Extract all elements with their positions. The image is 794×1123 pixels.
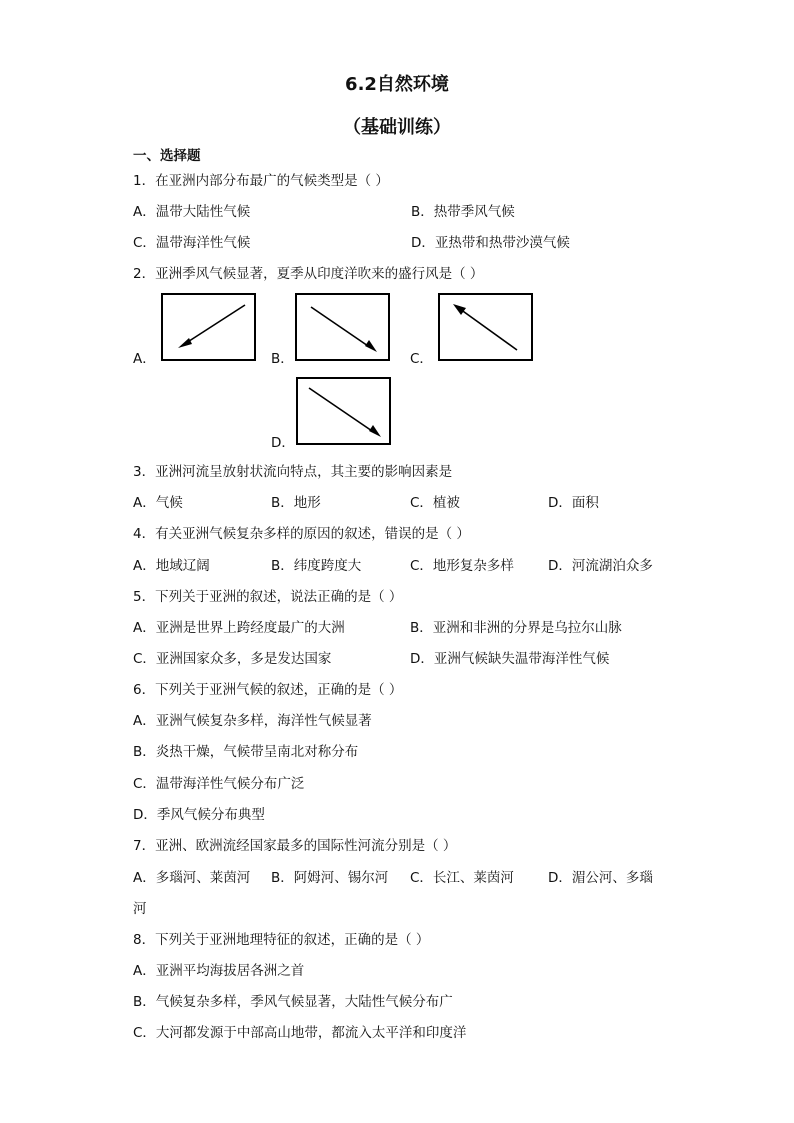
question-3-option-b: B．地形 <box>271 495 321 511</box>
question-4-option-d: D．河流湖泊众多 <box>548 558 653 574</box>
question-3-option-d: D．面积 <box>548 495 599 511</box>
question-2-option-b: B． <box>271 351 294 367</box>
question-2-diagram-b <box>295 293 390 361</box>
arrow-lower-right-icon <box>298 379 389 443</box>
question-1-option-c: C．温带海洋性气候 <box>133 235 251 251</box>
question-2-option-c: C． <box>410 351 433 367</box>
question-2-diagram-c <box>438 293 533 361</box>
question-3-option-a: A．气候 <box>133 495 183 511</box>
question-3-stem: 3．亚洲河流呈放射状流向特点，其主要的影响因素是 <box>133 464 453 480</box>
question-6-option-b: B．炎热干燥，气候带呈南北对称分布 <box>133 744 359 760</box>
question-2-option-d: D． <box>271 435 295 451</box>
question-7-option-a: A．多瑙河、莱茵河 <box>133 870 251 886</box>
question-6-option-a: A．亚洲气候复杂多样，海洋性气候显著 <box>133 713 372 729</box>
question-6-stem: 6．下列关于亚洲气候的叙述，正确的是（ ） <box>133 682 403 698</box>
question-8-stem: 8．下列关于亚洲地理特征的叙述，正确的是（ ） <box>133 932 430 948</box>
arrow-lower-right-icon <box>297 295 388 359</box>
question-1-stem: 1．在亚洲内部分布最广的气候类型是（ ） <box>133 173 389 189</box>
question-4-option-a: A．地域辽阔 <box>133 558 210 574</box>
worksheet-subtitle: （基础训练） <box>343 117 451 138</box>
question-8-option-c: C．大河都发源于中部高山地带，都流入太平洋和印度洋 <box>133 1025 467 1041</box>
question-1-option-d: D．亚热带和热带沙漠气候 <box>411 235 570 251</box>
question-6-option-d: D．季风气候分布典型 <box>133 807 265 823</box>
question-2-option-a: A． <box>133 351 156 367</box>
question-7-option-b: B．阿姆河、锡尔河 <box>271 870 389 886</box>
question-4-option-c: C．地形复杂多样 <box>410 558 514 574</box>
question-7-stem: 7．亚洲、欧洲流经国家最多的国际性河流分别是（ ） <box>133 838 457 854</box>
arrow-lower-left-icon <box>163 295 254 359</box>
question-8-option-b: B．气候复杂多样，季风气候显著，大陆性气候分布广 <box>133 994 453 1010</box>
question-5-option-d: D．亚洲气候缺失温带海洋性气候 <box>410 651 610 667</box>
question-4-option-b: B．纬度跨度大 <box>271 558 362 574</box>
question-2-stem: 2．亚洲季风气候显著，夏季从印度洋吹来的盛行风是（ ） <box>133 266 484 282</box>
worksheet-title: 6.2自然环境 <box>345 74 449 95</box>
question-2-diagram-d <box>296 377 391 445</box>
question-5-option-c: C．亚洲国家众多，多是发达国家 <box>133 651 332 667</box>
question-1-option-a: A．温带大陆性气候 <box>133 204 251 220</box>
question-7-option-c: C．长江、莱茵河 <box>410 870 514 886</box>
question-5-option-a: A．亚洲是世界上跨经度最广的大洲 <box>133 620 345 636</box>
arrow-upper-left-icon <box>440 295 531 359</box>
question-6-option-c: C．温带海洋性气候分布广泛 <box>133 776 305 792</box>
question-1-option-b: B．热带季风气候 <box>411 204 515 220</box>
question-3-option-c: C．植被 <box>410 495 460 511</box>
question-8-option-a: A．亚洲平均海拔居各洲之首 <box>133 963 305 979</box>
question-4-stem: 4．有关亚洲气候复杂多样的原因的叙述，错误的是（ ） <box>133 526 470 542</box>
question-5-option-b: B．亚洲和非洲的分界是乌拉尔山脉 <box>410 620 622 636</box>
question-7-option-d: D．湄公河、多瑙 <box>548 870 653 886</box>
question-7-option-d-wrap: 河 <box>133 901 147 917</box>
question-5-stem: 5．下列关于亚洲的叙述，说法正确的是（ ） <box>133 589 403 605</box>
section-heading: 一、选择题 <box>133 148 201 164</box>
question-2-diagram-a <box>161 293 256 361</box>
